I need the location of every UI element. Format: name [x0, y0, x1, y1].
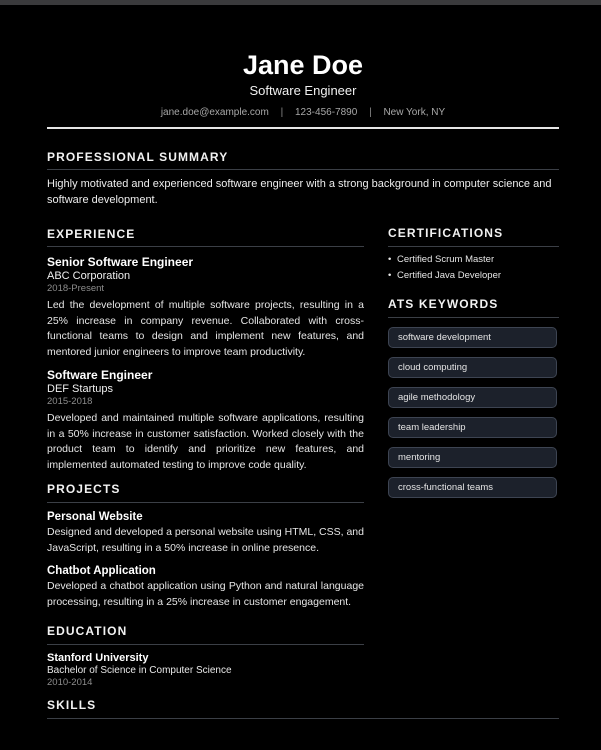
job-company: DEF Startups: [47, 383, 114, 395]
certification-item: • Certified Scrum Master: [388, 252, 559, 268]
summary-divider: [47, 169, 559, 170]
experience-divider: [47, 246, 364, 247]
skills-heading: SKILLS: [47, 698, 97, 712]
education-dates: 2010-2014: [47, 677, 93, 688]
certification-item: • Certified Java Developer: [388, 268, 559, 284]
keyword-chip: agile methodology: [388, 387, 557, 408]
keyword-chip: cloud computing: [388, 357, 557, 378]
project-title: Personal Website: [47, 511, 143, 523]
job-company: ABC Corporation: [47, 270, 131, 282]
projects-divider: [47, 502, 364, 503]
contact-line: [47, 106, 559, 120]
summary-heading: PROFESSIONAL SUMMARY: [47, 150, 229, 164]
top-bar: [0, 0, 601, 5]
education-school: Stanford University: [47, 652, 149, 664]
education-entry: [47, 652, 364, 689]
keyword-chip: software development: [388, 327, 557, 348]
candidate-name: Jane Doe: [242, 50, 364, 80]
job-title: Software Engineer: [47, 368, 153, 382]
certifications-divider: [388, 246, 559, 247]
experience-heading: EXPERIENCE: [47, 227, 136, 241]
job-entry: [47, 255, 364, 361]
header-divider: [47, 127, 559, 129]
certifications-heading: CERTIFICATIONS: [388, 226, 504, 240]
contact-phone: 123-456-7890: [295, 107, 358, 118]
keyword-chip: mentoring: [388, 447, 557, 468]
project-entry: [47, 564, 364, 610]
keywords-list: [388, 327, 559, 507]
education-divider: [47, 644, 364, 645]
skills-divider: [47, 718, 559, 719]
contact-email: jane.doe@example.com: [160, 107, 269, 118]
candidate-role: Software Engineer: [249, 83, 357, 98]
keywords-heading: ATS KEYWORDS: [388, 297, 499, 311]
summary-text: Highly motivated and experienced software engineer with a strong background in computer science and software development.: [47, 178, 552, 206]
project-title: Chatbot Application: [47, 565, 156, 577]
education-heading: EDUCATION: [47, 624, 128, 638]
job-dates: 2015-2018: [47, 396, 93, 407]
project-description: Designed and developed a personal website using HTML, CSS, and JavaScript, resulting in a 50% increase in online presence.: [47, 526, 364, 554]
contact-separator: |: [369, 107, 372, 118]
keyword-chip: cross-functional teams: [388, 477, 557, 498]
job-entry: [47, 368, 364, 474]
contact-separator: |: [280, 107, 284, 118]
job-description: Developed and maintained multiple software applications, resulting in a 50% increase in customer satisfaction. Worked closely with the product team to identify and prioritize new features, and implemented automated testing to improve code quality.: [47, 412, 364, 472]
keyword-chip: team leadership: [388, 417, 557, 438]
certifications-list: [388, 252, 559, 284]
project-description: Developed a chatbot application using Python and natural language processing, resulting in a 25% increase in customer engagement.: [47, 580, 364, 608]
contact-location: New York, NY: [383, 107, 446, 118]
job-dates: 2018-Present: [47, 283, 105, 294]
projects-heading: PROJECTS: [47, 482, 121, 496]
job-description: Led the development of multiple software projects, resulting in a 25% increase in company revenue. Collaborated with cross-functional teams to design and implement new features, and mentored junior engineers to improve team productivity.: [47, 299, 364, 359]
job-title: Senior Software Engineer: [47, 255, 194, 269]
keywords-divider: [388, 317, 559, 318]
education-degree: Bachelor of Science in Computer Science: [47, 665, 232, 676]
project-entry: [47, 510, 364, 556]
